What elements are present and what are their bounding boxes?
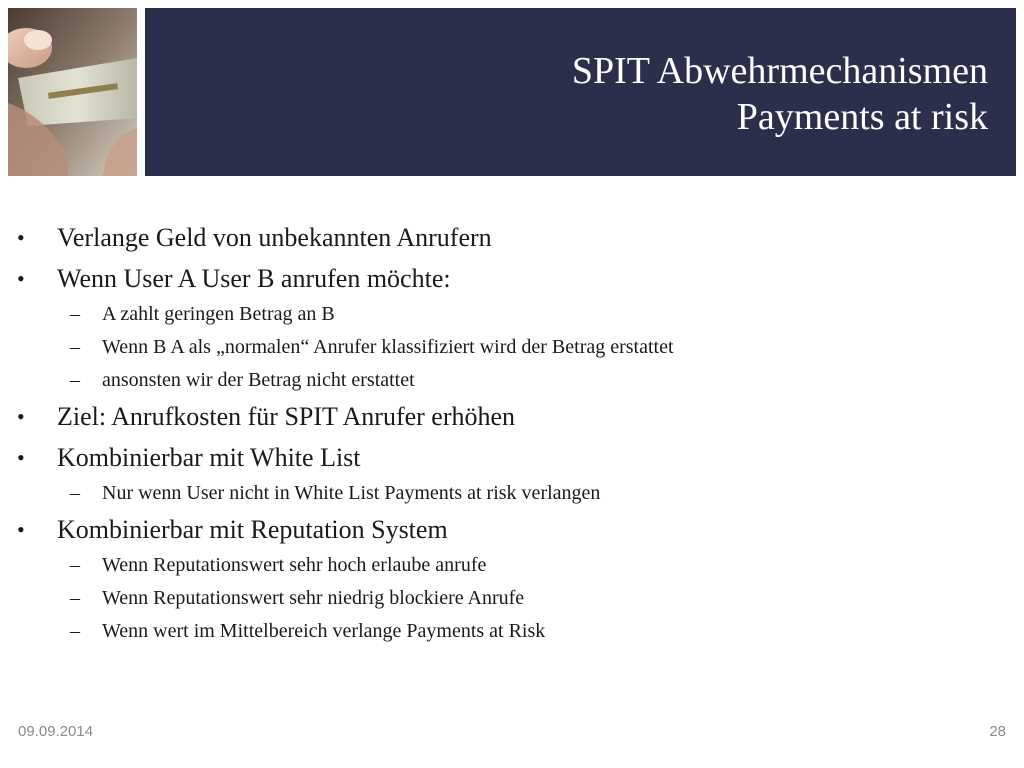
sub-item-text: Wenn wert im Mittelbereich verlange Payments at Risk (102, 620, 546, 642)
sub-item-text: A zahlt geringen Betrag an B (102, 303, 335, 325)
credit-card-image (8, 8, 137, 176)
dash-icon: – (70, 554, 80, 576)
bullet-item (0, 442, 1024, 474)
title-line-2: Payments at risk (736, 96, 988, 138)
sub-list (0, 302, 1024, 392)
sub-item (0, 619, 1024, 643)
sub-item (0, 481, 1024, 505)
dash-icon: – (70, 336, 80, 358)
bullet-item (0, 263, 1024, 295)
title-line-1: SPIT Abwehrmechanismen (571, 50, 988, 92)
bullet-icon: • (17, 445, 25, 470)
slide-title (572, 48, 988, 140)
dash-icon: – (70, 369, 80, 391)
bullet-text: Kombinierbar mit Reputation System (57, 515, 448, 544)
bullet-icon: • (17, 517, 25, 542)
sub-item (0, 368, 1024, 392)
bullet-text: Ziel: Anrufkosten für SPIT Anrufer erhöhen (57, 402, 516, 431)
sub-item (0, 302, 1024, 326)
bullet-icon: • (17, 404, 25, 429)
bullet-text: Kombinierbar mit White List (57, 443, 361, 472)
footer-date: 09.09.2014 (18, 723, 94, 740)
sub-item-text: Wenn B A als „normalen“ Anrufer klassifiziert wird der Betrag erstattet (102, 336, 674, 358)
title-band (145, 8, 1016, 176)
dash-icon: – (70, 620, 80, 642)
bullet-text: Verlange Geld von unbekannten Anrufern (57, 223, 492, 252)
sub-item (0, 335, 1024, 359)
sub-item-text: ansonsten wir der Betrag nicht erstattet (102, 369, 415, 391)
sub-list (0, 481, 1024, 505)
bullet-icon: • (17, 266, 25, 291)
sub-item (0, 553, 1024, 577)
sub-item-text: Nur wenn User nicht in White List Payments at risk verlangen (102, 482, 601, 504)
bullet-icon: • (17, 225, 25, 250)
dash-icon: – (70, 587, 80, 609)
bullet-item (0, 222, 1024, 254)
sub-list (0, 553, 1024, 643)
sub-item-text: Wenn Reputationswert sehr niedrig blockiere Anrufe (102, 587, 525, 609)
dash-icon: – (70, 303, 80, 325)
credit-card-photo (8, 8, 137, 176)
slide-content (0, 222, 1024, 652)
bullet-text: Wenn User A User B anrufen möchte: (57, 264, 451, 293)
bullet-item (0, 514, 1024, 546)
bullet-item (0, 401, 1024, 433)
sub-item (0, 586, 1024, 610)
sub-item-text: Wenn Reputationswert sehr hoch erlaube anrufe (102, 554, 487, 576)
page-number: 28 (989, 723, 1006, 740)
dash-icon: – (70, 482, 80, 504)
